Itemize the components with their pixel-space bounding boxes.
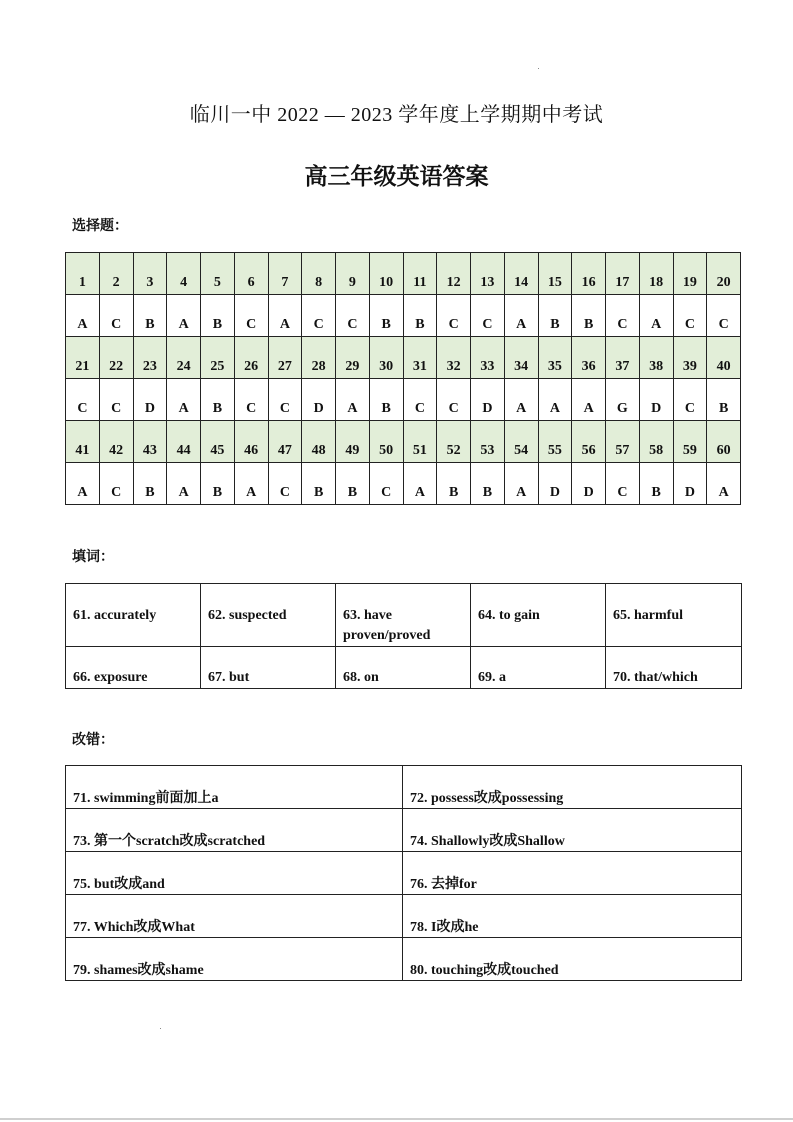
question-number-cell: 31 [403,337,437,379]
fill-section-label: 填词： [72,550,114,565]
answer-cell: B [471,463,505,505]
question-number-cell: 44 [167,421,201,463]
answer-cell: C [234,295,268,337]
answer-cell: B [133,295,167,337]
answer-cell: C [606,463,640,505]
question-number-cell: 45 [201,421,235,463]
answer-cell: C [707,295,741,337]
answer-cell: C [268,379,302,421]
question-number-cell: 51 [403,421,437,463]
correction-section-label: 改错： [72,733,114,748]
question-number-cell: 49 [336,421,370,463]
correction-answer-cell: 71. swimming前面加上a [66,766,403,809]
correction-row [66,938,742,981]
question-number-cell: 6 [234,253,268,295]
answer-cell: D [673,463,707,505]
question-number-cell: 27 [268,337,302,379]
answer-cell: A [504,295,538,337]
question-number-cell: 22 [99,337,133,379]
answer-cell: B [538,295,572,337]
answer-cell: D [302,379,336,421]
answer-cell: A [167,379,201,421]
choice-answer-grid [65,252,741,505]
question-number-row [66,337,741,379]
question-number-cell: 18 [639,253,673,295]
question-number-cell: 28 [302,337,336,379]
scan-speck [160,1028,161,1029]
correction-answer-cell: 78. I改成he [403,895,742,938]
question-number-cell: 43 [133,421,167,463]
answer-cell: C [234,379,268,421]
question-number-cell: 54 [504,421,538,463]
answer-cell: B [133,463,167,505]
answer-cell: G [606,379,640,421]
question-number-cell: 55 [538,421,572,463]
fill-answer-cell: 67. but [201,647,336,689]
fill-answer-cell: 63. have proven/proved [336,584,471,647]
answer-cell: A [403,463,437,505]
answer-cell: A [167,463,201,505]
question-number-cell: 17 [606,253,640,295]
answer-cell: C [471,295,505,337]
fill-answer-cell: 69. a [471,647,606,689]
answer-cell: C [437,295,471,337]
answer-cell: C [99,295,133,337]
question-number-cell: 30 [369,337,403,379]
answer-cell: D [538,463,572,505]
answer-cell: B [302,463,336,505]
choice-section-label: 选择题： [72,219,128,234]
question-number-cell: 35 [538,337,572,379]
question-number-row [66,253,741,295]
question-number-cell: 37 [606,337,640,379]
correction-answer-cell: 72. possess改成possessing [403,766,742,809]
answer-row [66,379,741,421]
answer-cell: A [707,463,741,505]
answer-cell: C [336,295,370,337]
question-number-cell: 59 [673,421,707,463]
correction-answer-table [65,765,742,981]
question-number-cell: 15 [538,253,572,295]
question-number-cell: 1 [66,253,100,295]
answer-cell: C [99,379,133,421]
fill-answer-cell: 61. accurately [66,584,201,647]
question-number-cell: 3 [133,253,167,295]
answer-cell: C [268,463,302,505]
answer-cell: B [572,295,606,337]
answer-cell: B [639,463,673,505]
fill-answer-cell: 62. suspected [201,584,336,647]
answer-cell: D [639,379,673,421]
answer-cell: A [538,379,572,421]
answer-cell: A [66,295,100,337]
answer-cell: A [167,295,201,337]
question-number-cell: 52 [437,421,471,463]
scan-speck [538,68,539,69]
question-number-cell: 4 [167,253,201,295]
question-number-cell: 25 [201,337,235,379]
question-number-cell: 10 [369,253,403,295]
answer-cell: B [201,379,235,421]
correction-row [66,809,742,852]
question-number-cell: 29 [336,337,370,379]
question-number-cell: 48 [302,421,336,463]
question-number-cell: 38 [639,337,673,379]
question-number-cell: 20 [707,253,741,295]
answer-cell: A [639,295,673,337]
fill-answer-table [65,583,742,689]
fill-row [66,584,742,647]
answer-cell: C [99,463,133,505]
question-number-cell: 47 [268,421,302,463]
question-number-cell: 56 [572,421,606,463]
fill-row [66,647,742,689]
question-number-cell: 34 [504,337,538,379]
question-number-cell: 8 [302,253,336,295]
fill-answer-cell: 68. on [336,647,471,689]
fill-answer-cell: 66. exposure [66,647,201,689]
question-number-cell: 7 [268,253,302,295]
answer-cell: A [504,379,538,421]
correction-answer-cell: 77. Which改成What [66,895,403,938]
question-number-cell: 36 [572,337,606,379]
question-number-cell: 57 [606,421,640,463]
question-number-cell: 2 [99,253,133,295]
answer-cell: C [673,379,707,421]
answer-cell: B [707,379,741,421]
correction-answer-cell: 74. Shallowly改成Shallow [403,809,742,852]
correction-answer-cell: 79. shames改成shame [66,938,403,981]
answer-cell: A [268,295,302,337]
question-number-cell: 33 [471,337,505,379]
question-number-cell: 41 [66,421,100,463]
correction-row [66,895,742,938]
correction-row [66,766,742,809]
question-number-cell: 39 [673,337,707,379]
answer-cell: C [403,379,437,421]
question-number-cell: 14 [504,253,538,295]
correction-answer-cell: 76. 去掉for [403,852,742,895]
question-number-cell: 42 [99,421,133,463]
question-number-cell: 19 [673,253,707,295]
answer-cell: C [302,295,336,337]
question-number-cell: 12 [437,253,471,295]
question-number-cell: 9 [336,253,370,295]
question-number-cell: 23 [133,337,167,379]
answer-cell: B [403,295,437,337]
answer-cell: A [504,463,538,505]
question-number-cell: 46 [234,421,268,463]
answer-cell: A [572,379,606,421]
question-number-cell: 24 [167,337,201,379]
answer-row [66,295,741,337]
answer-cell: B [369,295,403,337]
correction-answer-cell: 75. but改成and [66,852,403,895]
answer-cell: C [606,295,640,337]
answer-row [66,463,741,505]
question-number-cell: 13 [471,253,505,295]
question-number-cell: 16 [572,253,606,295]
question-number-cell: 53 [471,421,505,463]
page-bottom-edge [0,1118,793,1120]
question-number-cell: 32 [437,337,471,379]
correction-answer-cell: 73. 第一个scratch改成scratched [66,809,403,852]
answer-cell: C [369,463,403,505]
answer-cell: D [471,379,505,421]
answer-key-title: 高三年级英语答案 [304,164,489,189]
answer-cell: B [369,379,403,421]
answer-cell: C [66,379,100,421]
answer-cell: B [437,463,471,505]
answer-cell: B [336,463,370,505]
exam-title: 临川一中 2022 — 2023 学年度上学期期中考试 [189,104,604,126]
question-number-cell: 40 [707,337,741,379]
answer-cell: C [673,295,707,337]
question-number-cell: 21 [66,337,100,379]
correction-answer-cell: 80. touching改成touched [403,938,742,981]
answer-cell: C [437,379,471,421]
question-number-cell: 60 [707,421,741,463]
answer-cell: A [66,463,100,505]
question-number-cell: 50 [369,421,403,463]
fill-answer-cell: 64. to gain [471,584,606,647]
fill-answer-cell: 70. that/which [606,647,742,689]
question-number-row [66,421,741,463]
answer-cell: B [201,295,235,337]
question-number-cell: 5 [201,253,235,295]
question-number-cell: 58 [639,421,673,463]
answer-cell: B [201,463,235,505]
question-number-cell: 26 [234,337,268,379]
answer-cell: A [336,379,370,421]
question-number-cell: 11 [403,253,437,295]
answer-cell: A [234,463,268,505]
correction-row [66,852,742,895]
answer-cell: D [572,463,606,505]
fill-answer-cell: 65. harmful [606,584,742,647]
answer-cell: D [133,379,167,421]
